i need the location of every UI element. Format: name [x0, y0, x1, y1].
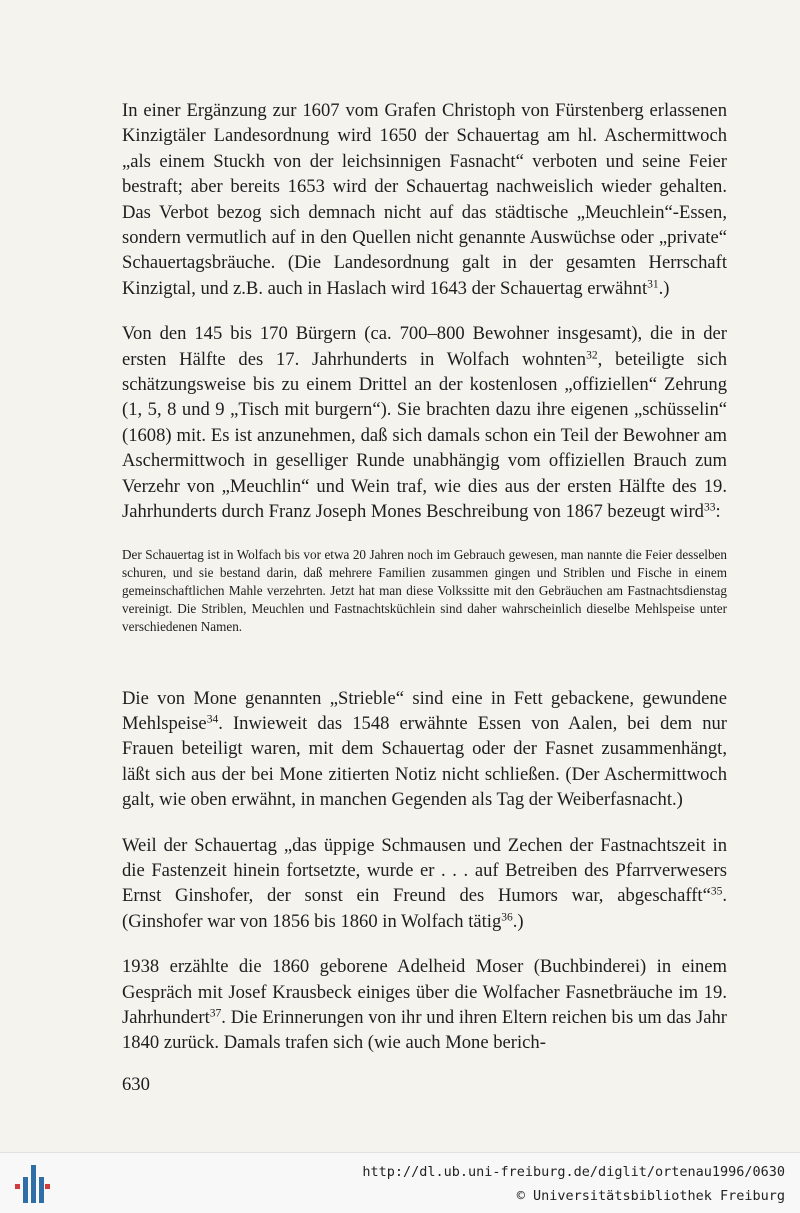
paragraph-text: 1938 erzählte die 1860 geborene Adelheid Moser (Buchbinderei) in einem Gespräch mit Josef Krausbeck einiges über die Wolfacher Fasnetbräuche im 19. Jahrhundert — [122, 956, 727, 1028]
paragraph — [122, 954, 727, 1056]
paragraph-text: . (Ginshofer war von 1856 bis 1860 in Wolfach tätig — [122, 885, 727, 932]
paragraph-text: : — [715, 501, 721, 523]
paragraphs-after-quote — [122, 686, 727, 1056]
paragraphs-before-quote — [122, 98, 727, 525]
paragraph — [122, 321, 727, 524]
paragraph — [122, 98, 727, 301]
footnote-ref: 34 — [206, 713, 219, 726]
paragraph-text: Von den 145 bis 170 Bürgern (ca. 700–800 Bewohner insgesamt), die in der ersten Hälfte des 17. Jahrhunderts in Wolfach wohnten — [122, 323, 727, 370]
footnote-ref: 37 — [209, 1007, 222, 1020]
paragraph-text: Weil der Schauertag „das üppige Schmausen und Zechen der Fastnachtszeit in die Fastenzeit hinein fortsetzte, wurde er . . . auf Betreiben des Pfarrverwesers Ernst Ginshofer, der sonst ein Freund des Humors war, abgeschafft“ — [122, 834, 727, 907]
paragraph — [122, 833, 727, 935]
footnote-ref: 36 — [501, 911, 513, 924]
page-number: 630 — [122, 1074, 150, 1095]
page-body — [122, 98, 727, 1056]
paragraph-text: Die von Mone genannten „Strieble“ sind eine in Fett gebackene, gewundene Mehlspeise — [122, 687, 727, 734]
footer-bar — [0, 1152, 800, 1213]
paragraph — [122, 686, 727, 813]
paragraph-text: .) — [658, 277, 670, 299]
block-quote: Der Schauertag ist in Wolfach bis vor etwa 20 Jahren noch im Gebrauch gewesen, man nannte die Feier desselben schuren, und sie bestand darin, daß mehrere Familien zusammen gingen und Striblen und Fische in einem gemeinschaftlichen Mahle verzehrten. Jetzt hat man diese Volkssitte mit den Gebräuchen am Fastnachtsdienstag vereinigt. Die Striblen, Meuchlen und Fastnachtsküchlein sind daher wahrscheinlich dieselbe Mehlspeise unter verschiedenen Namen. — [122, 546, 727, 635]
copyright-notice: © Universitätsbibliothek Freiburg — [516, 1188, 785, 1204]
paragraph-text: In einer Ergänzung zur 1607 vom Grafen Christoph von Fürstenberg erlassenen Kinzigtäler Landesordnung wird 1650 der Schauertag am hl. Aschermittwoch „als einem Stuckh von der leichsinnigen Fasnacht“ verboten und seine Feier bestraft; aber bereits 1653 wird der Schauertag nachweislich wieder gehalten. Das Verbot bezog sich demnach nicht auf das städtische „Meuchlein“-Essen, sondern vermutlich auf in den Quellen nicht genannte Auswüchse oder „private“ Schauertagsbräuche. (Die Landesordnung galt in der gesamten Herrschaft Kinzigtal, und z.B. auch in Haslach wird 1643 der Schauertag erwähnt — [122, 100, 727, 299]
footnote-ref: 32 — [586, 349, 598, 362]
source-link[interactable]: http://dl.ub.uni-freiburg.de/diglit/ortenau1996/0630 — [362, 1164, 785, 1180]
footnote-ref: 31 — [647, 278, 659, 291]
footnote-ref: 33 — [703, 501, 716, 514]
paragraph-text: , beteiligte sich schätzungsweise bis zu einem Drittel an der kostenlosen „offiziellen“ Zehrung (1, 5, 8 und 9 „Tisch mit burgern“). Sie brachten dazu ihre eigenen „schüsselin“ (1608) mit. Es ist anzunehmen, daß sich damals schon ein Teil der Bewohner am Aschermittwoch in geselliger Runde unabhängig vom offiziellen Brauch zum Verzehr von „Meuchlin“ und Wein traf, wie dies aus der ersten Hälfte des 19. Jahrhunderts durch Franz Joseph Mones Beschreibung von 1867 bezeugt wird — [122, 348, 727, 523]
library-logo-icon — [14, 1163, 50, 1205]
paragraph-text: . Die Erinnerungen von ihr und ihren Eltern reichen bis um das Jahr 1840 zurück. Damals trafen sich (wie auch Mone berich- — [122, 1006, 727, 1054]
paragraph-text: .) — [512, 910, 524, 932]
paragraph-text: . Inwieweit das 1548 erwähnte Essen von Aalen, bei dem nur Frauen beteiligt waren, mit dem Schauertag oder der Fasnet zusammenhängt, läßt sich aus der bei Mone zitierten Notiz nicht schließen. (Der Aschermittwoch galt, wie oben erwähnt, in manchen Gegenden als Tag der Weiberfasnacht.) — [122, 712, 727, 811]
footnote-ref: 35 — [710, 886, 723, 899]
